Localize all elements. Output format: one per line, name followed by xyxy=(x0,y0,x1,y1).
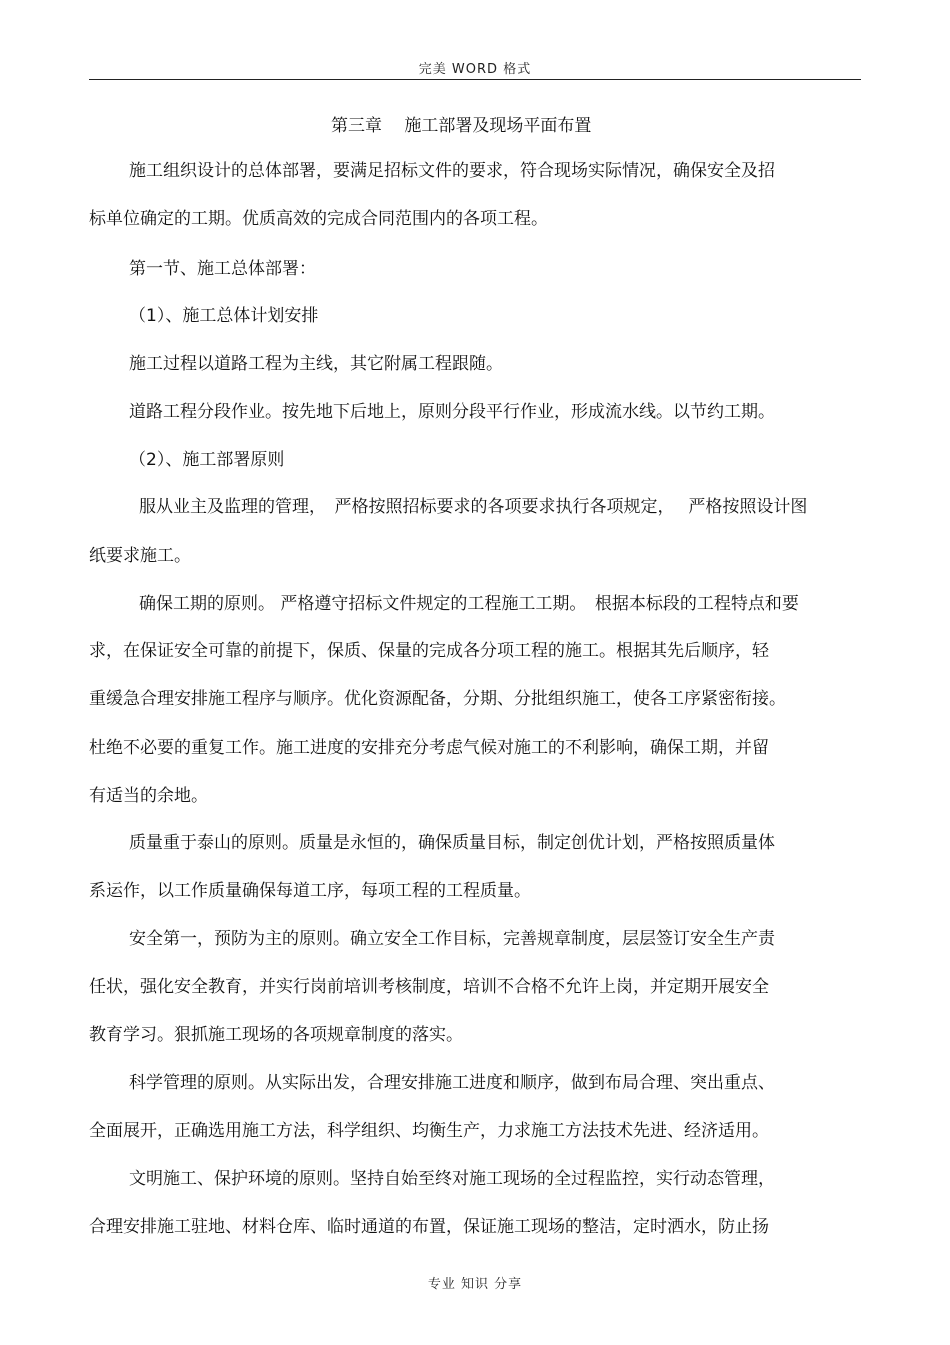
body-line: 有适当的余地。 xyxy=(89,786,208,806)
body-line: 标单位确定的工期。优质高效的完成合同范围内的各项工程。 xyxy=(89,209,548,229)
subsection-heading: （1）、施工总体计划安排 xyxy=(129,306,319,326)
page-footer: 专业 知识 分享 xyxy=(427,1277,523,1292)
body-line: 质量重于泰山的原则。质量是永恒的，确保质量目标，制定创优计划，严格按照质量体 xyxy=(129,833,775,853)
chapter-title: 第三章 施工部署及现场平面布置 xyxy=(331,116,592,136)
body-line: 任状，强化安全教育，并实行岗前培训考核制度，培训不合格不允许上岗，并定期开展安全 xyxy=(89,977,769,997)
section-heading: 第一节、施工总体部署： xyxy=(129,259,316,279)
body-line: 系运作，以工作质量确保每道工序，每项工程的工程质量。 xyxy=(89,881,531,901)
body-line: 安全第一，预防为主的原则。确立安全工作目标，完善规章制度，层层签订安全生产责 xyxy=(129,929,775,949)
body-line: 科学管理的原则。从实际出发，合理安排施工进度和顺序，做到布局合理、突出重点、 xyxy=(129,1073,775,1093)
body-line: 施工组织设计的总体部署，要满足招标文件的要求，符合现场实际情况，确保安全及招 xyxy=(129,161,775,181)
body-line: 确保工期的原则。 严格遵守招标文件规定的工程施工工期。 根据本标段的工程特点和要 xyxy=(139,594,799,614)
body-line: 服从业主及监理的管理， 严格按照招标要求的各项要求执行各项规定， 严格按照设计图 xyxy=(139,497,808,517)
page-header: 完美 WORD 格式 xyxy=(418,62,532,77)
body-line: 道路工程分段作业。按先地下后地上，原则分段平行作业，形成流水线。以节约工期。 xyxy=(129,402,775,422)
subsection-heading: （2）、施工部署原则 xyxy=(129,450,285,470)
body-line: 纸要求施工。 xyxy=(89,546,191,566)
body-line: 文明施工、保护环境的原则。坚持自始至终对施工现场的全过程监控，实行动态管理， xyxy=(129,1169,775,1189)
body-line: 求，在保证安全可靠的前提下，保质、保量的完成各分项工程的施工。根据其先后顺序，轻 xyxy=(89,641,769,661)
body-line: 教育学习。狠抓施工现场的各项规章制度的落实。 xyxy=(89,1025,463,1045)
body-line: 合理安排施工驻地、材料仓库、临时通道的布置，保证施工现场的整洁，定时洒水，防止扬 xyxy=(89,1217,769,1237)
body-line: 重缓急合理安排施工程序与顺序。优化资源配备，分期、分批组织施工，使各工序紧密衔接。 xyxy=(89,689,786,709)
header-rule xyxy=(89,79,861,80)
body-line: 杜绝不必要的重复工作。施工进度的安排充分考虑气候对施工的不利影响，确保工期，并留 xyxy=(89,738,769,758)
body-line: 施工过程以道路工程为主线，其它附属工程跟随。 xyxy=(129,354,503,374)
body-line: 全面展开，正确选用施工方法，科学组织、均衡生产，力求施工方法技术先进、经济适用。 xyxy=(89,1121,769,1141)
